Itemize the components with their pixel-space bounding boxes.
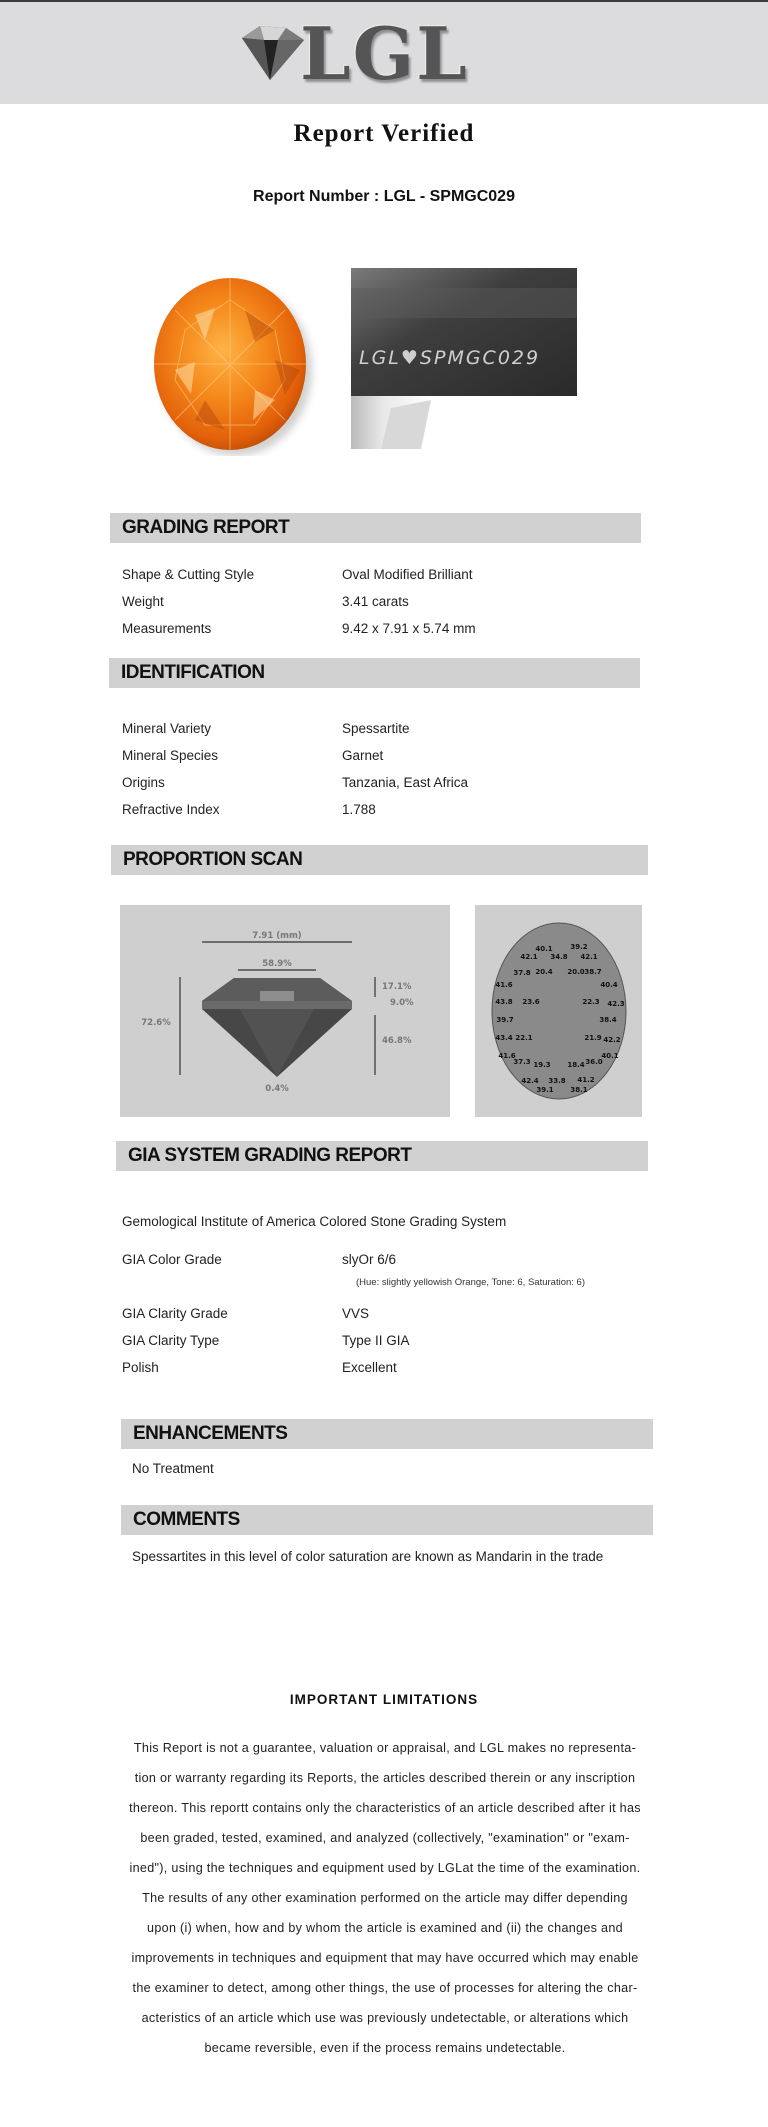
site-header: [0, 2, 768, 104]
identification-label: Mineral Species: [122, 748, 219, 763]
comments-text: Spessartites in this level of color saturation are known as Mandarin in the trade: [132, 1549, 604, 1564]
gia-value: slyOr 6/6: [342, 1252, 397, 1267]
identification-value: Tanzania, East Africa: [342, 775, 469, 790]
depth-pct: 72.6%: [141, 1018, 171, 1028]
grading-report-heading: GRADING REPORT: [110, 513, 641, 543]
gia-value: VVS: [342, 1306, 370, 1321]
face-value-label: 20.0: [567, 968, 585, 976]
face-value-label: 39.1: [536, 1086, 554, 1094]
identification-label: Mineral Variety: [122, 721, 212, 736]
table-pct: 58.9%: [262, 959, 292, 969]
limitations-line: upon (i) when, how and by whom the article is examined and (ii) the changes and: [147, 1921, 623, 1935]
face-value-label: 42.4: [521, 1077, 539, 1085]
logo-text: LGL: [300, 11, 469, 96]
limitations-line: acteristics of an article which use was previously undetectable, or alterations which: [141, 2011, 629, 2025]
identification-heading: IDENTIFICATION: [109, 658, 640, 688]
face-value-label: 41.6: [495, 981, 513, 989]
face-value-label: 41.6: [498, 1052, 516, 1060]
face-value-label: 21.9: [584, 1034, 602, 1042]
face-value-label: 38.1: [570, 1086, 588, 1094]
lgl-logo[interactable]: [234, 11, 494, 96]
face-value-label: 43.4: [495, 1034, 513, 1042]
page-title: Report Verified: [293, 120, 475, 147]
face-value-label: 42.3: [607, 1000, 625, 1008]
grading-label: Weight: [122, 594, 164, 609]
face-value-label: 40.1: [535, 945, 553, 953]
face-value-label: 39.7: [496, 1016, 514, 1024]
face-value-label: 22.3: [582, 998, 600, 1006]
gia-label: Polish: [122, 1360, 159, 1375]
face-value-label: 42.1: [520, 953, 538, 961]
enhancements-text: No Treatment: [132, 1461, 214, 1476]
laser-inscription-photo: [351, 268, 577, 449]
gia-heading: GIA SYSTEM GRADING REPORT: [116, 1141, 648, 1171]
limitations-heading: IMPORTANT LIMITATIONS: [289, 1692, 479, 1707]
limitations-line: tion or warranty regarding its Reports, the articles described therein or any inscription: [134, 1771, 636, 1785]
proportion-scan-panel: [108, 843, 663, 1125]
crown-pct: 17.1%: [382, 982, 412, 992]
grading-report-panel: [108, 512, 653, 658]
identification-panel: [108, 657, 663, 833]
culet-pct: 0.4%: [265, 1084, 289, 1094]
gia-label: GIA Clarity Grade: [122, 1306, 228, 1321]
gia-value: Excellent: [342, 1360, 397, 1375]
grading-label: Shape & Cutting Style: [122, 567, 255, 582]
limitations-line: improvements in techniques and equipment that may have occurred which may enable: [131, 1951, 639, 1965]
face-value-label: 20.4: [535, 968, 553, 976]
limitations-line: The results of any other examination performed on the article may differ depending: [142, 1891, 628, 1905]
girdle-pct: 9.0%: [390, 998, 414, 1008]
gia-value: Type II GIA: [342, 1333, 410, 1348]
gia-color-note: (Hue: slightly yellowish Orange, Tone: 6, Saturation: 6): [356, 1277, 585, 1288]
face-value-label: 38.4: [599, 1016, 617, 1024]
comments-heading: COMMENTS: [121, 1505, 653, 1535]
face-value-label: 39.2: [570, 943, 588, 951]
face-up-diagram: [475, 905, 642, 1117]
limitations-body: [118, 1733, 652, 2063]
width-label: 7.91 (mm): [252, 931, 302, 941]
grading-value: 3.41 carats: [342, 594, 409, 609]
face-value-label: 42.2: [603, 1036, 621, 1044]
report-number: Report Number : LGL - SPMGC029: [253, 188, 515, 205]
face-value-label: 41.2: [577, 1076, 595, 1084]
enhancements-comments-panel: [108, 1400, 668, 1590]
gia-label: GIA Color Grade: [122, 1252, 222, 1267]
face-value-label: 37.3: [513, 1058, 531, 1066]
gemstone-photo: [135, 270, 325, 456]
identification-value: Garnet: [342, 748, 384, 763]
gia-label: GIA Clarity Type: [122, 1333, 220, 1348]
profile-diagram: [120, 905, 450, 1117]
face-value-label: 23.6: [522, 998, 540, 1006]
identification-value: Spessartite: [342, 721, 410, 736]
limitations-line: This Report is not a guarantee, valuation or appraisal, and LGL makes no representa-: [133, 1741, 637, 1755]
grading-value: Oval Modified Brilliant: [342, 567, 473, 582]
identification-label: Refractive Index: [122, 802, 220, 817]
limitations-line: became reversible, even if the process remains undetectable.: [204, 2041, 566, 2055]
face-value-label: 38.7: [584, 968, 602, 976]
face-value-label: 34.8: [550, 953, 568, 961]
grading-value: 9.42 x 7.91 x 5.74 mm: [342, 621, 476, 636]
face-value-label: 40.1: [601, 1052, 619, 1060]
face-value-label: 40.4: [600, 981, 618, 989]
limitations-line: the examiner to detect, among other things, the use of processes for altering the char-: [132, 1981, 638, 1995]
limitations-line: been graded, tested, examined, and analyzed (collectively, "examination" or "exam-: [140, 1831, 630, 1845]
face-value-label: 36.0: [585, 1058, 603, 1066]
face-value-label: 19.3: [533, 1061, 551, 1069]
face-value-label: 42.1: [580, 953, 598, 961]
face-value-label: 33.8: [548, 1077, 566, 1085]
identification-label: Origins: [122, 775, 165, 790]
gia-system-name: Gemological Institute of America Colored Stone Grading System: [122, 1214, 507, 1229]
face-up-scan: [475, 905, 642, 1117]
face-value-label: 18.4: [567, 1061, 585, 1069]
diamond-logo-icon: [234, 26, 308, 82]
gemstone-image: [135, 270, 325, 456]
face-value-label: 37.8: [513, 969, 531, 977]
enhancements-heading: ENHANCEMENTS: [121, 1419, 653, 1449]
proportion-scan-heading: PROPORTION SCAN: [111, 845, 648, 875]
inscription-image: [351, 268, 577, 449]
face-value-label: 43.8: [495, 998, 513, 1006]
grading-label: Measurements: [122, 621, 212, 636]
inscription-text: LGL♥SPMGC029: [359, 347, 541, 369]
profile-scan: [120, 905, 450, 1117]
gia-grading-panel: [108, 1128, 663, 1375]
pavilion-pct: 46.8%: [382, 1036, 412, 1046]
face-value-label: 22.1: [515, 1034, 533, 1042]
limitations-line: ined"), using the techniques and equipment used by LGLat the time of the examination.: [129, 1861, 641, 1875]
limitations-line: thereon. This reportt contains only the characteristics of an article described after it has: [129, 1801, 641, 1815]
identification-value: 1.788: [342, 802, 376, 817]
